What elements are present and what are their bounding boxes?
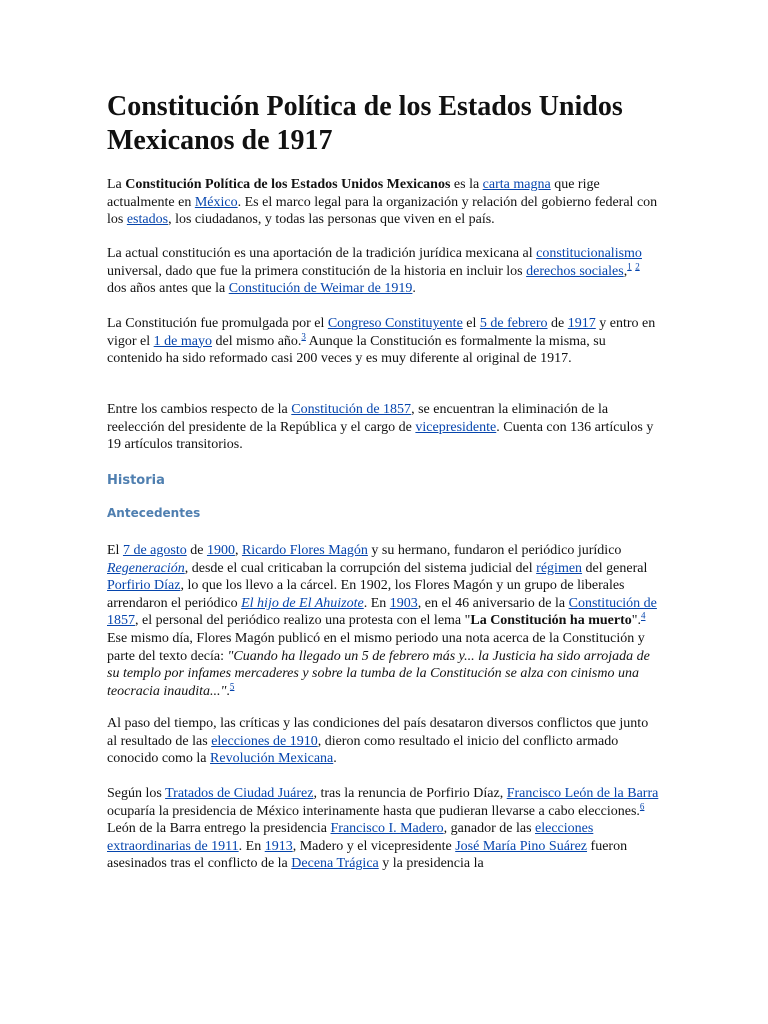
text: El bbox=[107, 543, 123, 558]
link-jose-maria-pino-suarez[interactable]: José María Pino Suárez bbox=[455, 838, 588, 854]
link-carta-magna[interactable]: carta magna bbox=[482, 177, 551, 192]
paragraph-3 bbox=[107, 315, 659, 368]
paragraph-antecedentes-1 bbox=[107, 542, 659, 700]
text: Entre los cambios respecto de la bbox=[107, 402, 292, 417]
link-1913[interactable]: 1913 bbox=[264, 838, 293, 854]
bold-term: Constitución Política de los Estados Unidos Mexicanos bbox=[125, 177, 451, 192]
text: de bbox=[547, 316, 568, 331]
text: La actual constitución es una aportación de la tradición jurídica mexicana al bbox=[107, 246, 537, 261]
text: , en el 46 aniversario de la bbox=[417, 595, 569, 611]
link-francisco-i-madero[interactable]: Francisco I. Madero bbox=[330, 821, 444, 837]
link-tratados-ciudad-juarez[interactable]: Tratados de Ciudad Juárez bbox=[165, 786, 314, 801]
link-elecciones-extraordinarias-1911[interactable]: elecciones extraordinarias de 1911 bbox=[107, 821, 594, 854]
page-title: Constitución Política de los Estados Unidos Mexicanos de 1917 bbox=[107, 91, 623, 156]
paragraph-antecedentes-2 bbox=[107, 715, 659, 768]
footnote-6[interactable]: 6 bbox=[639, 800, 645, 811]
text: La bbox=[107, 177, 126, 192]
text: dos años antes que la bbox=[107, 281, 229, 297]
link-1917[interactable]: 1917 bbox=[567, 316, 596, 331]
footnote-4[interactable]: 4 bbox=[640, 610, 646, 621]
text: y la presidencia la bbox=[378, 856, 484, 872]
text: que rige actualmente en bbox=[107, 177, 600, 210]
link-porfirio-diaz[interactable]: Porfirio Díaz bbox=[107, 578, 181, 594]
link-7-de-agosto[interactable]: 7 de agosto bbox=[122, 543, 187, 558]
text: . Es el marco legal para la organización y relación del gobierno federal con los bbox=[107, 194, 658, 228]
link-constitucion-weimar[interactable]: Constitución de Weimar de 1919 bbox=[228, 281, 413, 297]
link-congreso-constituyente[interactable]: Congreso Constituyente bbox=[327, 316, 463, 331]
text: Aunque la Constitución es formalmente la misma, su contenido ha sido reformado casi 200 veces y es muy diferente al original de 1917. bbox=[107, 333, 606, 367]
text: , Madero y el vicepresidente bbox=[292, 838, 456, 854]
text: , los ciudadanos, y todas las personas que viven en el país. bbox=[168, 212, 495, 228]
text: , tras la renuncia de Porfirio Díaz, bbox=[313, 786, 507, 801]
link-1900[interactable]: 1900 bbox=[206, 543, 235, 558]
link-mexico[interactable]: México bbox=[194, 194, 238, 210]
text: , se encuentran la eliminación de la reelección del presidente de la República y el cargo de bbox=[107, 402, 609, 435]
link-vicepresidente[interactable]: vicepresidente bbox=[415, 419, 497, 435]
intro-paragraph bbox=[107, 176, 659, 229]
footnote-3[interactable]: 3 bbox=[301, 330, 306, 341]
text: es la bbox=[450, 177, 483, 192]
bold-lema: La Constitución ha muerto bbox=[470, 613, 632, 629]
text: , el personal del periódico realizo una protesta con el lema " bbox=[135, 613, 471, 629]
text: León de la Barra entrego la presidencia bbox=[107, 821, 331, 837]
text: . En bbox=[363, 595, 390, 611]
text: el bbox=[462, 316, 480, 331]
footnote-2[interactable]: 2 bbox=[635, 260, 640, 271]
footnote-5[interactable]: 5 bbox=[229, 681, 235, 692]
link-derechos-sociales[interactable]: derechos sociales bbox=[526, 263, 624, 279]
text: ". bbox=[631, 613, 641, 629]
link-constitucion-1857-b[interactable]: Constitución de 1857 bbox=[107, 595, 657, 629]
text: . bbox=[412, 281, 416, 297]
text: , bbox=[234, 543, 242, 558]
text: del mismo año. bbox=[211, 333, 302, 349]
link-regeneracion[interactable]: Regeneración bbox=[107, 560, 185, 576]
text: y su hermano, fundaron el periódico jurídico bbox=[367, 543, 622, 558]
paragraph-2 bbox=[107, 245, 659, 298]
text: Al paso del tiempo, las críticas y las condiciones del país desataron diversos conflictos que junto al resultado de las bbox=[107, 716, 649, 749]
italic-quote: "Cuando ha llegado un 5 de febrero más y... la Justicia ha sido arrojada de su templo por infames mercaderes y sobre la tumba de la Constitución se alza con cinismo una teocracia inaudita..." bbox=[107, 648, 650, 699]
link-ricardo-flores-magon[interactable]: Ricardo Flores Magón bbox=[241, 543, 368, 558]
text: de bbox=[186, 543, 207, 558]
text: fueron asesinados tras el conflicto de la bbox=[107, 838, 628, 872]
section-heading-historia: Historia bbox=[107, 473, 165, 488]
text: , dieron como resultado el inicio del conflicto armado conocido como la bbox=[107, 733, 619, 767]
link-el-hijo-del-ahuizote[interactable]: El hijo de El Ahuizote bbox=[241, 595, 364, 611]
text: . Cuenta con 136 artículos y 19 artículos transitorios. bbox=[107, 419, 654, 453]
link-1903[interactable]: 1903 bbox=[389, 595, 418, 611]
text: universal, dado que fue la primera constitución de la historia en incluir los bbox=[107, 263, 527, 279]
link-elecciones-1910[interactable]: elecciones de 1910 bbox=[211, 733, 318, 749]
paragraph-antecedentes-3 bbox=[107, 785, 659, 873]
subsection-heading-antecedentes: Antecedentes bbox=[107, 506, 201, 520]
text: . bbox=[226, 683, 230, 699]
text: . En bbox=[238, 838, 265, 854]
link-estados[interactable]: estados bbox=[126, 212, 169, 228]
link-regimen[interactable]: régimen bbox=[536, 560, 583, 576]
text: Según los bbox=[107, 786, 166, 801]
text: Ese mismo día, Flores Magón publicó en el mismo periodo una nota acerca de la Constitución y parte del texto decía: bbox=[107, 630, 645, 664]
text: del general bbox=[582, 560, 648, 576]
text: , bbox=[623, 263, 628, 279]
text: y entro en vigor el bbox=[107, 316, 656, 349]
link-constitucionalismo[interactable]: constitucionalismo bbox=[536, 246, 642, 261]
text: ocuparía la presidencia de México interinamente hasta que pudieran llevarse a cabo elecciones. bbox=[107, 803, 640, 819]
footnote-1[interactable]: 1 bbox=[627, 260, 632, 271]
link-5-de-febrero[interactable]: 5 de febrero bbox=[479, 316, 548, 331]
text: . bbox=[333, 751, 337, 767]
text: La Constitución fue promulgada por el bbox=[107, 316, 328, 331]
text: , lo que los llevo a la cárcel. En 1902, los Flores Magón y un grupo de liberales arrendaron el periódico bbox=[107, 578, 625, 611]
link-francisco-leon-de-la-barra[interactable]: Francisco León de la Barra bbox=[506, 786, 659, 801]
link-decena-tragica[interactable]: Decena Trágica bbox=[291, 856, 379, 872]
paragraph-4 bbox=[107, 401, 659, 454]
link-revolucion-mexicana[interactable]: Revolución Mexicana bbox=[210, 751, 334, 767]
text: , ganador de las bbox=[443, 821, 536, 837]
link-constitucion-1857[interactable]: Constitución de 1857 bbox=[291, 402, 412, 417]
text: , desde el cual criticaban la corrupción del sistema judicial del bbox=[184, 560, 537, 576]
link-1-de-mayo[interactable]: 1 de mayo bbox=[153, 333, 212, 349]
